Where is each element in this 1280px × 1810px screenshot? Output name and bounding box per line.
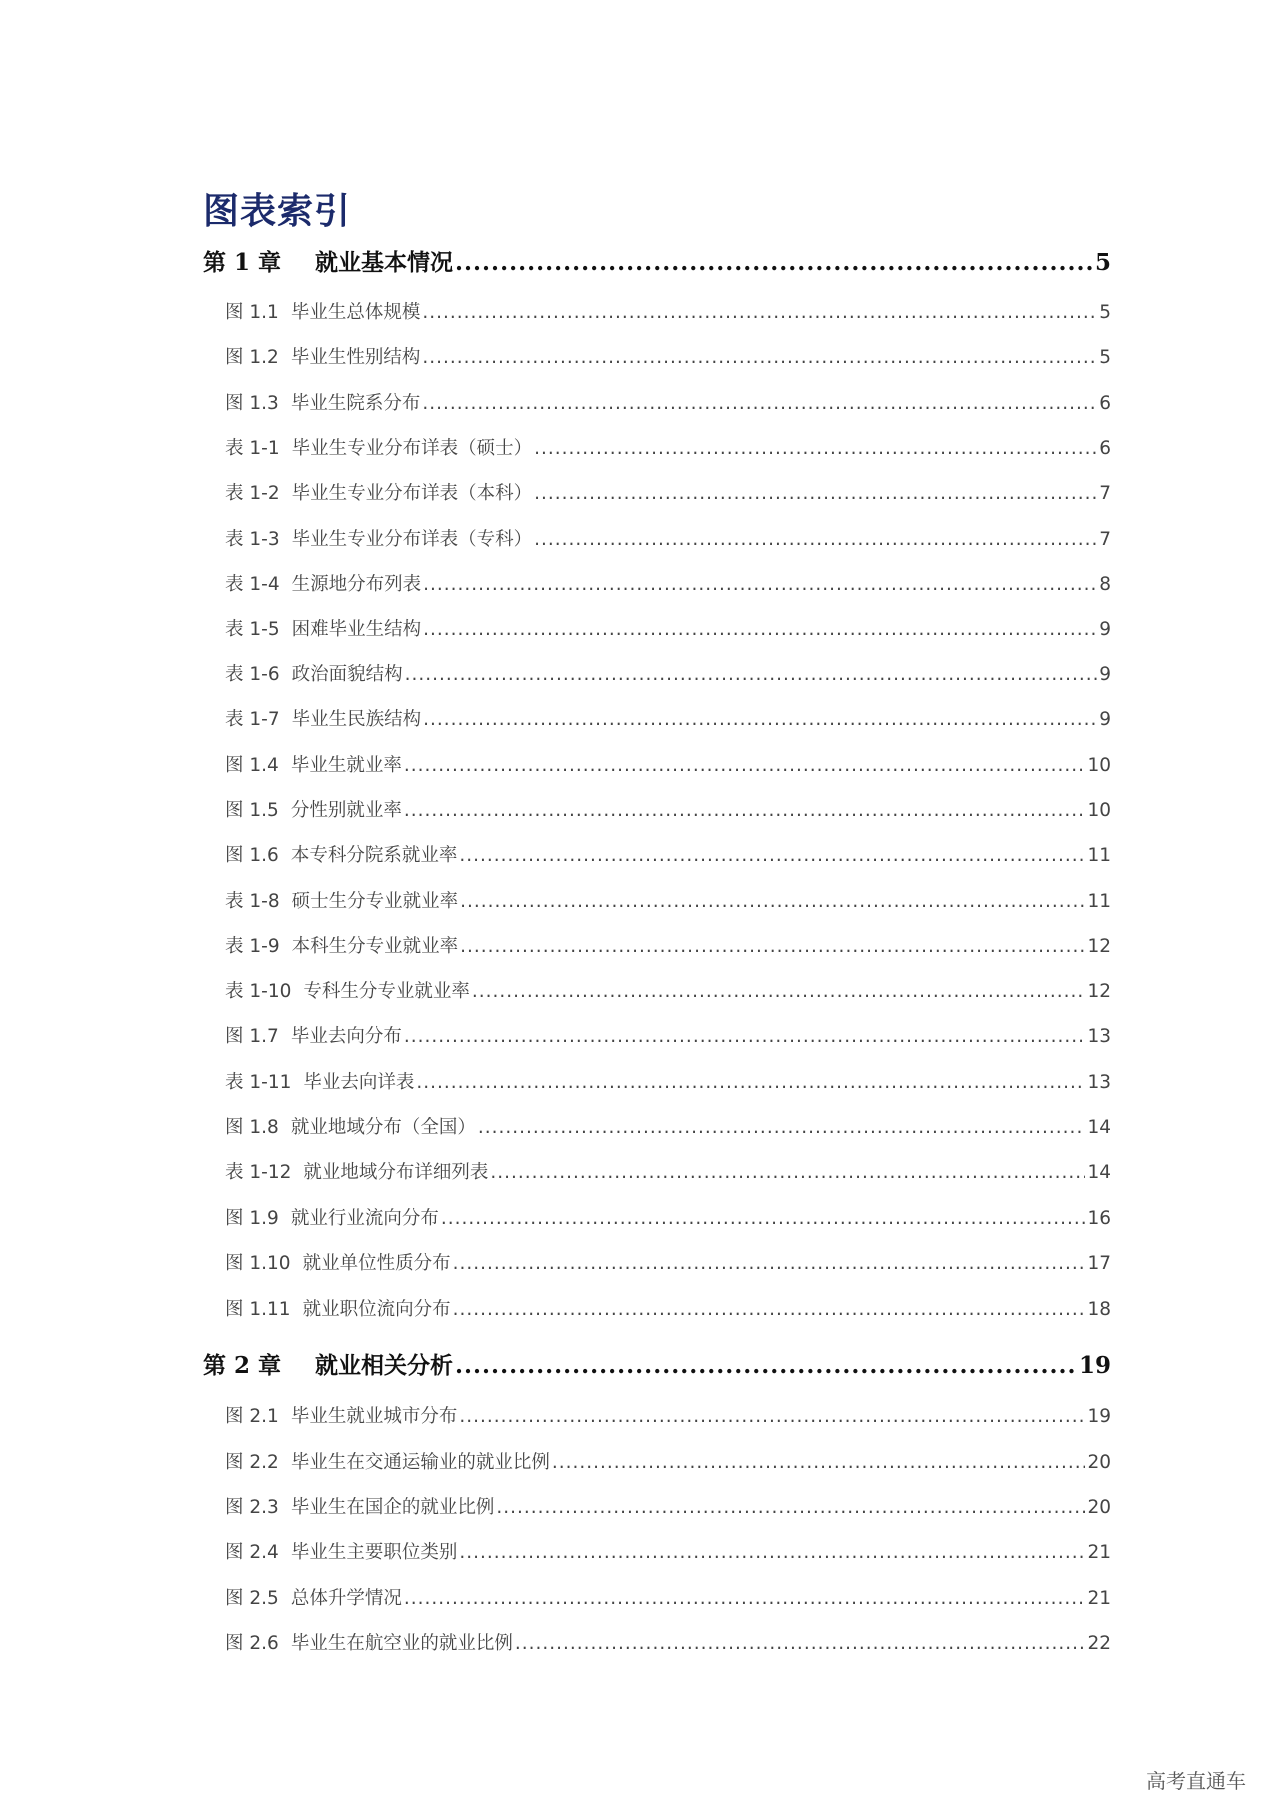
toc-entry[interactable] — [225, 1402, 1111, 1432]
chapter-label: 第 1 章 — [203, 249, 282, 276]
entry-title: 本专科分院系就业率 — [290, 845, 458, 866]
entry-title: 分性别就业率 — [290, 800, 402, 821]
dot-leader — [423, 570, 1097, 600]
page-number: 9 — [1099, 619, 1111, 640]
toc-entry[interactable] — [225, 434, 1111, 464]
page-number: 6 — [1099, 393, 1111, 414]
page-number: 13 — [1087, 1072, 1111, 1093]
toc-entry[interactable] — [225, 1629, 1111, 1659]
page-number: 20 — [1087, 1497, 1111, 1518]
entry-title: 本科生分专业就业率 — [291, 936, 459, 957]
entry-title: 毕业生在国企的就业比例 — [290, 1497, 495, 1518]
dot-leader — [416, 1068, 1085, 1098]
entry-label: 表 1-5 — [225, 619, 280, 640]
entry-label: 表 1-8 — [225, 891, 280, 912]
dot-leader — [422, 343, 1097, 373]
dot-leader — [441, 1204, 1086, 1234]
toc-entry[interactable] — [225, 796, 1111, 826]
page-number: 20 — [1087, 1452, 1111, 1473]
dot-leader — [515, 1629, 1086, 1659]
page-number: 12 — [1087, 936, 1111, 957]
page-number: 6 — [1099, 438, 1111, 459]
chapter-heading[interactable] — [203, 1349, 1111, 1383]
dot-leader — [460, 932, 1085, 962]
entry-title: 毕业生专业分布详表（本科） — [291, 483, 533, 504]
toc-entry[interactable] — [225, 525, 1111, 555]
entry-label: 表 1-9 — [225, 936, 280, 957]
entry-title: 生源地分布列表 — [291, 574, 422, 595]
page-number: 5 — [1099, 302, 1111, 323]
toc-entry[interactable] — [225, 479, 1111, 509]
toc-entry[interactable] — [225, 1249, 1111, 1279]
entry-title: 就业行业流向分布 — [290, 1208, 439, 1229]
toc-entry[interactable] — [225, 1113, 1111, 1143]
chapter-title: 就业相关分析 — [315, 1352, 454, 1379]
page-number: 13 — [1087, 1026, 1111, 1047]
entry-title: 政治面貌结构 — [291, 664, 403, 685]
toc-entry[interactable] — [225, 751, 1111, 781]
dot-leader — [405, 660, 1098, 690]
chapter-label: 第 2 章 — [203, 1352, 282, 1379]
dot-leader — [455, 1349, 1077, 1383]
dot-leader — [552, 1448, 1086, 1478]
entry-title: 就业地域分布（全国） — [290, 1117, 476, 1138]
dot-leader — [496, 1493, 1085, 1523]
entry-label: 图 2.5 — [225, 1588, 279, 1609]
toc-entry[interactable] — [225, 343, 1111, 373]
entry-title: 毕业去向详表 — [303, 1072, 415, 1093]
page-number: 8 — [1099, 574, 1111, 595]
dot-leader — [423, 705, 1097, 735]
entry-title: 总体升学情况 — [290, 1588, 402, 1609]
entry-label: 表 1-3 — [225, 529, 280, 550]
page-number: 22 — [1087, 1633, 1111, 1654]
page-number: 17 — [1087, 1253, 1111, 1274]
entry-title: 毕业生专业分布详表（专科） — [291, 529, 533, 550]
entry-label: 表 1-1 — [225, 438, 280, 459]
entry-label: 表 1-7 — [225, 709, 280, 730]
entry-label: 图 1.5 — [225, 800, 279, 821]
page-number: 11 — [1087, 891, 1111, 912]
entry-label: 图 1.11 — [225, 1299, 291, 1320]
toc-entry[interactable] — [225, 1448, 1111, 1478]
entry-title: 毕业生民族结构 — [291, 709, 422, 730]
toc-entry[interactable] — [225, 1204, 1111, 1234]
page-number: 16 — [1087, 1208, 1111, 1229]
page-number: 10 — [1087, 755, 1111, 776]
page-number: 7 — [1099, 483, 1111, 504]
page-number: 12 — [1087, 981, 1111, 1002]
entry-label: 表 1-6 — [225, 664, 280, 685]
toc-entry[interactable] — [225, 1493, 1111, 1523]
entry-label: 图 2.2 — [225, 1452, 279, 1473]
dot-leader — [460, 887, 1085, 917]
entry-label: 图 1.9 — [225, 1208, 279, 1229]
page-number: 5 — [1099, 347, 1111, 368]
toc-entry[interactable] — [225, 705, 1111, 735]
page-number: 9 — [1099, 664, 1111, 685]
entry-label: 图 1.8 — [225, 1117, 279, 1138]
page-number: 10 — [1087, 800, 1111, 821]
toc-entry[interactable] — [225, 570, 1111, 600]
chapter-heading[interactable] — [203, 246, 1111, 280]
dot-leader — [472, 977, 1086, 1007]
toc-entry[interactable] — [225, 1068, 1111, 1098]
toc-entry[interactable] — [225, 660, 1111, 690]
entry-label: 表 1-11 — [225, 1072, 292, 1093]
entry-title: 毕业生在交通运输业的就业比例 — [290, 1452, 550, 1473]
dot-leader — [490, 1158, 1085, 1188]
dot-leader — [404, 1584, 1086, 1614]
page-number: 21 — [1087, 1588, 1111, 1609]
page-number: 19 — [1078, 1352, 1111, 1379]
dot-leader — [453, 1295, 1086, 1325]
entry-label: 表 1-2 — [225, 483, 280, 504]
entry-label: 图 1.4 — [225, 755, 279, 776]
entry-title: 毕业生就业率 — [290, 755, 402, 776]
entry-label: 表 1-4 — [225, 574, 280, 595]
toc-entry[interactable] — [225, 1538, 1111, 1568]
entry-title: 毕业生性别结构 — [290, 347, 421, 368]
toc-entry[interactable] — [225, 615, 1111, 645]
entry-label: 图 1.6 — [225, 845, 279, 866]
dot-leader — [459, 1402, 1085, 1432]
dot-leader — [422, 298, 1097, 328]
entry-label: 图 1.1 — [225, 302, 279, 323]
page-number: 5 — [1094, 249, 1111, 276]
entry-title: 毕业生院系分布 — [290, 393, 421, 414]
page-number: 14 — [1087, 1162, 1111, 1183]
dot-leader — [423, 615, 1097, 645]
dot-leader — [404, 751, 1086, 781]
dot-leader — [459, 1538, 1085, 1568]
dot-leader — [478, 1113, 1086, 1143]
page-number: 18 — [1087, 1299, 1111, 1320]
entry-title: 毕业生就业城市分布 — [290, 1406, 458, 1427]
entry-title: 就业职位流向分布 — [302, 1299, 451, 1320]
entry-title: 专科生分专业就业率 — [303, 981, 470, 1002]
dot-leader — [455, 246, 1093, 280]
toc-entry[interactable] — [225, 1584, 1111, 1614]
toc-entry[interactable] — [225, 1295, 1111, 1325]
dot-leader — [404, 796, 1086, 826]
dot-leader — [534, 434, 1097, 464]
entry-label: 图 1.10 — [225, 1253, 291, 1274]
page-number: 9 — [1099, 709, 1111, 730]
toc-entry[interactable] — [225, 389, 1111, 419]
entry-title: 毕业生专业分布详表（硕士） — [291, 438, 533, 459]
dot-leader — [422, 389, 1097, 419]
chapter-title: 就业基本情况 — [315, 249, 454, 276]
dot-leader — [404, 1022, 1086, 1052]
page-number: 7 — [1099, 529, 1111, 550]
entry-title: 毕业生总体规模 — [290, 302, 421, 323]
footer-watermark: 高考直通车 — [1146, 1769, 1246, 1793]
entry-label: 图 2.1 — [225, 1406, 279, 1427]
entry-title: 困难毕业生结构 — [291, 619, 422, 640]
entry-title: 毕业生在航空业的就业比例 — [290, 1633, 513, 1654]
dot-leader — [534, 525, 1097, 555]
dot-leader — [534, 479, 1097, 509]
toc-entry[interactable] — [225, 977, 1111, 1007]
entry-label: 图 1.3 — [225, 393, 279, 414]
toc-entry[interactable] — [225, 841, 1111, 871]
entry-label: 图 2.6 — [225, 1633, 279, 1654]
page-title: 图表索引 — [203, 191, 352, 232]
page-number: 14 — [1087, 1117, 1111, 1138]
entry-label: 图 2.4 — [225, 1542, 279, 1563]
entry-title: 毕业去向分布 — [290, 1026, 402, 1047]
entry-label: 图 1.7 — [225, 1026, 279, 1047]
dot-leader — [459, 841, 1085, 871]
entry-title: 就业地域分布详细列表 — [303, 1162, 489, 1183]
entry-label: 图 1.2 — [225, 347, 279, 368]
toc-entry[interactable] — [225, 887, 1111, 917]
toc-entry[interactable] — [225, 1022, 1111, 1052]
entry-title: 毕业生主要职位类别 — [290, 1542, 458, 1563]
entry-label: 表 1-10 — [225, 981, 292, 1002]
entry-title: 硕士生分专业就业率 — [291, 891, 459, 912]
dot-leader — [453, 1249, 1086, 1279]
toc-entry[interactable] — [225, 1158, 1111, 1188]
page-number: 21 — [1087, 1542, 1111, 1563]
entry-title: 就业单位性质分布 — [302, 1253, 451, 1274]
toc-entry[interactable] — [225, 298, 1111, 328]
entry-label: 图 2.3 — [225, 1497, 279, 1518]
toc-entry[interactable] — [225, 932, 1111, 962]
page-number: 11 — [1087, 845, 1111, 866]
entry-label: 表 1-12 — [225, 1162, 292, 1183]
page-number: 19 — [1087, 1406, 1111, 1427]
